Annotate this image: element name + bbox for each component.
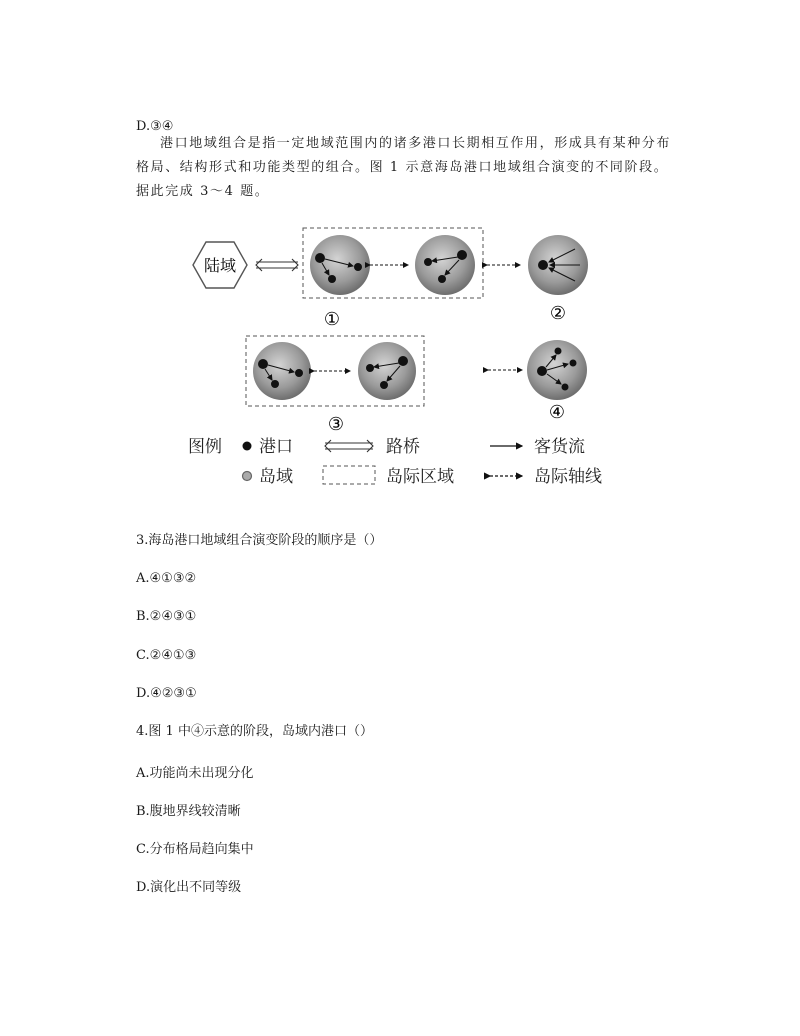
stage-label-2: ② — [549, 303, 567, 324]
island-stage1-right — [415, 235, 475, 295]
legend-passenger-cargo-flow: 客货流 — [534, 437, 585, 457]
stage-label-1: ① — [323, 309, 341, 330]
question-4-option-d[interactable]: D.演化出不同等级 — [136, 880, 242, 895]
question-3-option-a[interactable]: A.④①③② — [136, 571, 197, 586]
region-legend-symbol — [323, 466, 375, 484]
island-stage3-right — [358, 342, 416, 400]
island-stage4 — [527, 340, 587, 400]
island-stage1-left — [310, 235, 370, 295]
road-bridge-symbol — [256, 259, 298, 271]
legend-island: 岛域 — [259, 467, 293, 487]
stage-label-4: ④ — [548, 402, 566, 423]
road-bridge-legend-symbol — [325, 440, 373, 452]
question-4-option-a[interactable]: A.功能尚未出现分化 — [136, 766, 254, 781]
legend-title: 图例 — [188, 437, 222, 457]
reading-passage — [136, 132, 676, 204]
land-hexagon — [193, 242, 247, 288]
legend — [188, 437, 602, 487]
question-4-option-b[interactable]: B.腹地界线较清晰 — [136, 804, 241, 819]
legend-inter-island-region: 岛际区域 — [386, 467, 454, 487]
question-3-stem: 3.海岛港口地域组合演变阶段的顺序是（） — [136, 533, 383, 548]
island-stage3-left — [253, 342, 311, 400]
stage-label-3: ③ — [327, 414, 345, 435]
question-3-option-b[interactable]: B.②④③① — [136, 609, 197, 624]
island-stage2 — [528, 235, 588, 295]
question-4-stem: 4.图 1 中④示意的阶段，岛域内港口（） — [136, 724, 373, 739]
question-3-option-c[interactable]: C.②④①③ — [136, 648, 197, 663]
legend-port: 港口 — [259, 437, 293, 457]
legend-road-bridge: 路桥 — [386, 437, 420, 457]
port-symbol — [243, 442, 252, 451]
legend-inter-island-axis: 岛际轴线 — [534, 467, 602, 487]
island-symbol — [243, 472, 252, 481]
question-4-option-c[interactable]: C.分布格局趋向集中 — [136, 842, 254, 857]
land-label: 陆域 — [203, 256, 237, 275]
passage-text: 港口地域组合是指一定地域范围内的诸多港口长期相互作用，形成具有某种分布格局、结构形式和功能类型的组合。图 1 示意海岛港口地域组合演变的不同阶段。据此完成 3～4 题。 — [136, 136, 672, 199]
question-3-option-d[interactable]: D.④②③① — [136, 686, 197, 701]
port-evolution-figure — [170, 215, 620, 495]
previous-question-option: D.③④ — [136, 119, 174, 134]
